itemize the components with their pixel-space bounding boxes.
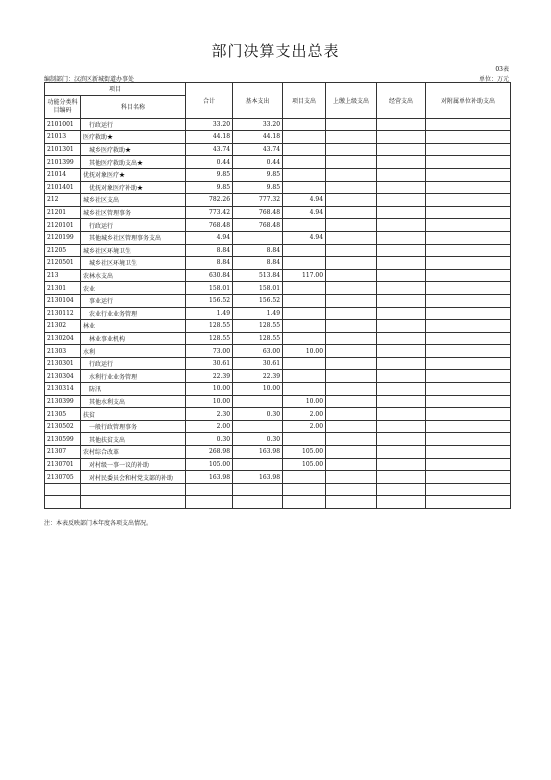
cell-code: 213 [45,269,81,282]
cell-upper [326,143,377,156]
empty-cell [426,483,511,496]
cell-subsidy [426,370,511,383]
cell-subsidy [426,156,511,169]
cell-project [283,471,326,484]
cell-total: 2.00 [186,420,233,433]
cell-upper [326,244,377,257]
cell-name: 城乡社区管理事务 [81,206,186,219]
cell-project: 4.94 [283,206,326,219]
cell-project: 10.00 [283,395,326,408]
cell-name: 林业事业机构 [81,332,186,345]
cell-basic: 158.01 [233,282,283,295]
cell-name: 行政运行 [81,118,186,131]
cell-business [377,471,426,484]
cell-basic: 9.85 [233,181,283,194]
table-row [45,345,511,358]
empty-cell [377,483,426,496]
cell-business [377,257,426,270]
table-row [45,332,511,345]
cell-total: 43.74 [186,143,233,156]
cell-code: 2101399 [45,156,81,169]
cell-upper [326,345,377,358]
cell-upper [326,458,377,471]
cell-name: 农林水支出 [81,269,186,282]
cell-subsidy [426,244,511,257]
cell-business [377,181,426,194]
cell-business [377,156,426,169]
cell-project [283,143,326,156]
cell-project [283,307,326,320]
cell-code: 2130301 [45,357,81,370]
cell-project: 105.00 [283,458,326,471]
cell-basic: 1.49 [233,307,283,320]
header-subsidy: 对附属单位补助支出 [426,83,511,119]
cell-basic: 777.32 [233,194,283,207]
cell-name: 防汛 [81,383,186,396]
cell-subsidy [426,269,511,282]
cell-basic: 9.85 [233,168,283,181]
cell-name: 城乡社区支出 [81,194,186,207]
cell-basic: 44.18 [233,131,283,144]
empty-cell [326,496,377,509]
cell-total: 2.30 [186,408,233,421]
cell-upper [326,307,377,320]
cell-name: 其他医疗救助支出★ [81,156,186,169]
empty-cell [186,483,233,496]
cell-total: 0.44 [186,156,233,169]
table-row [45,395,511,408]
cell-business [377,357,426,370]
cell-basic [233,231,283,244]
cell-name: 农村综合改革 [81,446,186,459]
cell-total: 1.49 [186,307,233,320]
cell-business [377,168,426,181]
cell-basic [233,458,283,471]
cell-subsidy [426,231,511,244]
table-row [45,219,511,232]
table-row [45,231,511,244]
table-row [45,408,511,421]
cell-code: 2130399 [45,395,81,408]
cell-project [283,370,326,383]
cell-project: 2.00 [283,420,326,433]
cell-project: 105.00 [283,446,326,459]
expenditure-table [44,82,511,509]
table-row [45,244,511,257]
cell-basic: 513.84 [233,269,283,282]
cell-upper [326,433,377,446]
cell-subsidy [426,282,511,295]
cell-total: 10.00 [186,395,233,408]
cell-code: 2120199 [45,231,81,244]
cell-upper [326,181,377,194]
cell-subsidy [426,458,511,471]
cell-basic: 768.48 [233,206,283,219]
cell-subsidy [426,131,511,144]
cell-project [283,383,326,396]
cell-subsidy [426,357,511,370]
cell-total: 128.55 [186,332,233,345]
cell-name: 城乡社区环境卫生 [81,244,186,257]
cell-total: 163.98 [186,471,233,484]
cell-business [377,294,426,307]
cell-upper [326,168,377,181]
cell-basic: 156.52 [233,294,283,307]
cell-basic: 8.84 [233,244,283,257]
cell-upper [326,194,377,207]
cell-subsidy [426,320,511,333]
cell-project [283,257,326,270]
cell-code: 2130599 [45,433,81,446]
header-project: 项目支出 [283,83,326,119]
cell-name: 水利行业业务管理 [81,370,186,383]
table-row [45,383,511,396]
empty-cell [233,483,283,496]
cell-business [377,118,426,131]
cell-total: 782.26 [186,194,233,207]
cell-subsidy [426,294,511,307]
table-row [45,446,511,459]
cell-subsidy [426,446,511,459]
cell-name: 一般行政管理事务 [81,420,186,433]
cell-business [377,269,426,282]
cell-business [377,282,426,295]
table-row [45,181,511,194]
cell-name: 优抚对象医疗★ [81,168,186,181]
cell-name: 对村级一事一议的补助 [81,458,186,471]
empty-cell [186,496,233,509]
cell-code: 212 [45,194,81,207]
cell-project [283,282,326,295]
cell-name: 其他城乡社区管理事务支出 [81,231,186,244]
cell-name: 其他扶贫支出 [81,433,186,446]
cell-basic: 768.48 [233,219,283,232]
cell-basic: 43.74 [233,143,283,156]
cell-basic: 33.20 [233,118,283,131]
cell-code: 21302 [45,320,81,333]
cell-code: 2130314 [45,383,81,396]
unit-label: 单位：万元 [478,76,509,83]
header-basic: 基本支出 [233,83,283,119]
cell-subsidy [426,219,511,232]
table-row [45,282,511,295]
cell-name: 事业运行 [81,294,186,307]
cell-code: 2130304 [45,370,81,383]
org-label: 编制部门：汉滨区新城街道办事处 [44,76,135,83]
cell-code: 2101301 [45,143,81,156]
cell-basic [233,395,283,408]
cell-name: 林业 [81,320,186,333]
cell-code: 21201 [45,206,81,219]
cell-business [377,231,426,244]
cell-project: 2.00 [283,408,326,421]
cell-business [377,131,426,144]
table-row [45,206,511,219]
cell-code: 21307 [45,446,81,459]
cell-upper [326,282,377,295]
cell-upper [326,131,377,144]
cell-project [283,156,326,169]
cell-code: 21303 [45,345,81,358]
cell-total: 73.00 [186,345,233,358]
cell-code: 21305 [45,408,81,421]
cell-subsidy [426,433,511,446]
cell-business [377,219,426,232]
cell-name: 对村民委员会和村党支部的补助 [81,471,186,484]
cell-name: 行政运行 [81,219,186,232]
cell-upper [326,156,377,169]
cell-upper [326,420,377,433]
cell-total: 22.39 [186,370,233,383]
cell-business [377,206,426,219]
cell-code: 21014 [45,168,81,181]
cell-name: 城乡医疗救助★ [81,143,186,156]
cell-basic: 10.00 [233,383,283,396]
cell-basic [233,420,283,433]
header-code: 功能分类科目编码 [45,95,81,118]
cell-name: 农业 [81,282,186,295]
cell-basic: 163.98 [233,446,283,459]
cell-total: 128.55 [186,320,233,333]
cell-upper [326,320,377,333]
cell-subsidy [426,257,511,270]
cell-project [283,118,326,131]
cell-project [283,357,326,370]
cell-basic: 128.55 [233,332,283,345]
cell-project [283,181,326,194]
header-name: 科目名称 [81,95,186,118]
cell-code: 2101001 [45,118,81,131]
cell-total: 268.98 [186,446,233,459]
empty-row [45,496,511,509]
cell-basic: 0.30 [233,408,283,421]
cell-total: 773.42 [186,206,233,219]
cell-basic: 22.39 [233,370,283,383]
cell-business [377,383,426,396]
cell-code: 2120101 [45,219,81,232]
cell-basic: 163.98 [233,471,283,484]
cell-name: 其他水利支出 [81,395,186,408]
table-row [45,357,511,370]
cell-basic: 0.44 [233,156,283,169]
cell-business [377,458,426,471]
cell-subsidy [426,332,511,345]
cell-subsidy [426,408,511,421]
empty-row [45,483,511,496]
cell-name: 优抚对象医疗补助★ [81,181,186,194]
cell-subsidy [426,307,511,320]
cell-code: 21013 [45,131,81,144]
cell-code: 2130502 [45,420,81,433]
cell-total: 33.20 [186,118,233,131]
cell-subsidy [426,471,511,484]
cell-total: 9.85 [186,168,233,181]
table-row [45,471,511,484]
cell-code: 21301 [45,282,81,295]
cell-subsidy [426,383,511,396]
header-total: 合计 [186,83,233,119]
cell-basic: 0.30 [233,433,283,446]
table-row [45,118,511,131]
cell-total: 158.01 [186,282,233,295]
cell-total: 30.61 [186,357,233,370]
table-row [45,156,511,169]
cell-code: 2130701 [45,458,81,471]
cell-upper [326,357,377,370]
cell-project [283,294,326,307]
table-row [45,294,511,307]
cell-total: 44.18 [186,131,233,144]
header-upper: 上缴上级支出 [326,83,377,119]
empty-cell [45,496,81,509]
header-business: 经营支出 [377,83,426,119]
cell-upper [326,294,377,307]
table-row [45,420,511,433]
cell-project [283,244,326,257]
cell-upper [326,446,377,459]
cell-business [377,244,426,257]
cell-basic: 8.84 [233,257,283,270]
cell-name: 行政运行 [81,357,186,370]
cell-business [377,320,426,333]
cell-business [377,395,426,408]
cell-subsidy [426,168,511,181]
cell-total: 156.52 [186,294,233,307]
cell-upper [326,206,377,219]
empty-cell [283,483,326,496]
cell-name: 城乡社区环境卫生 [81,257,186,270]
cell-name: 水利 [81,345,186,358]
cell-upper [326,257,377,270]
cell-business [377,332,426,345]
cell-code: 2130112 [45,307,81,320]
cell-basic: 63.00 [233,345,283,358]
cell-total: 0.30 [186,433,233,446]
cell-project [283,433,326,446]
empty-cell [45,483,81,496]
cell-code: 2130705 [45,471,81,484]
cell-subsidy [426,206,511,219]
cell-subsidy [426,194,511,207]
cell-business [377,408,426,421]
cell-upper [326,118,377,131]
empty-cell [81,496,186,509]
empty-cell [81,483,186,496]
cell-business [377,370,426,383]
empty-cell [283,496,326,509]
cell-project: 4.94 [283,231,326,244]
cell-business [377,307,426,320]
cell-upper [326,471,377,484]
cell-total: 4.94 [186,231,233,244]
header-row-1 [45,83,511,96]
cell-project: 4.94 [283,194,326,207]
cell-subsidy [426,395,511,408]
table-code: 03表 [495,66,509,73]
cell-name: 扶贫 [81,408,186,421]
cell-name: 农业行业业务管理 [81,307,186,320]
table-row [45,307,511,320]
cell-upper [326,370,377,383]
cell-basic: 30.61 [233,357,283,370]
table-row [45,168,511,181]
cell-business [377,194,426,207]
empty-cell [426,496,511,509]
table-row [45,458,511,471]
page-title: 部门决算支出总表 [211,42,340,60]
cell-upper [326,383,377,396]
cell-project [283,219,326,232]
cell-subsidy [426,118,511,131]
cell-code: 2130204 [45,332,81,345]
header-item: 项目 [45,83,186,96]
cell-business [377,420,426,433]
cell-project [283,168,326,181]
cell-total: 768.48 [186,219,233,232]
empty-cell [377,496,426,509]
empty-cell [326,483,377,496]
table-row [45,143,511,156]
table-row [45,194,511,207]
table-row [45,257,511,270]
cell-code: 2120501 [45,257,81,270]
cell-project [283,320,326,333]
cell-code: 2130104 [45,294,81,307]
cell-subsidy [426,143,511,156]
cell-total: 8.84 [186,257,233,270]
cell-upper [326,332,377,345]
cell-subsidy [426,181,511,194]
cell-project [283,332,326,345]
cell-total: 8.84 [186,244,233,257]
cell-business [377,433,426,446]
cell-business [377,143,426,156]
table-row [45,370,511,383]
cell-code: 2101401 [45,181,81,194]
cell-upper [326,219,377,232]
cell-upper [326,408,377,421]
footnote: 注：本表反映部门本年度各项支出情况。 [44,520,153,527]
cell-business [377,345,426,358]
cell-project: 10.00 [283,345,326,358]
table-row [45,320,511,333]
cell-total: 630.84 [186,269,233,282]
cell-total: 105.00 [186,458,233,471]
cell-upper [326,395,377,408]
cell-project: 117.00 [283,269,326,282]
cell-subsidy [426,420,511,433]
cell-upper [326,231,377,244]
cell-business [377,446,426,459]
cell-subsidy [426,345,511,358]
cell-project [283,131,326,144]
cell-total: 10.00 [186,383,233,396]
table-row [45,131,511,144]
cell-basic: 128.55 [233,320,283,333]
empty-cell [233,496,283,509]
cell-upper [326,269,377,282]
table-row [45,269,511,282]
table-row [45,433,511,446]
cell-name: 医疗救助★ [81,131,186,144]
cell-total: 9.85 [186,181,233,194]
cell-code: 21205 [45,244,81,257]
